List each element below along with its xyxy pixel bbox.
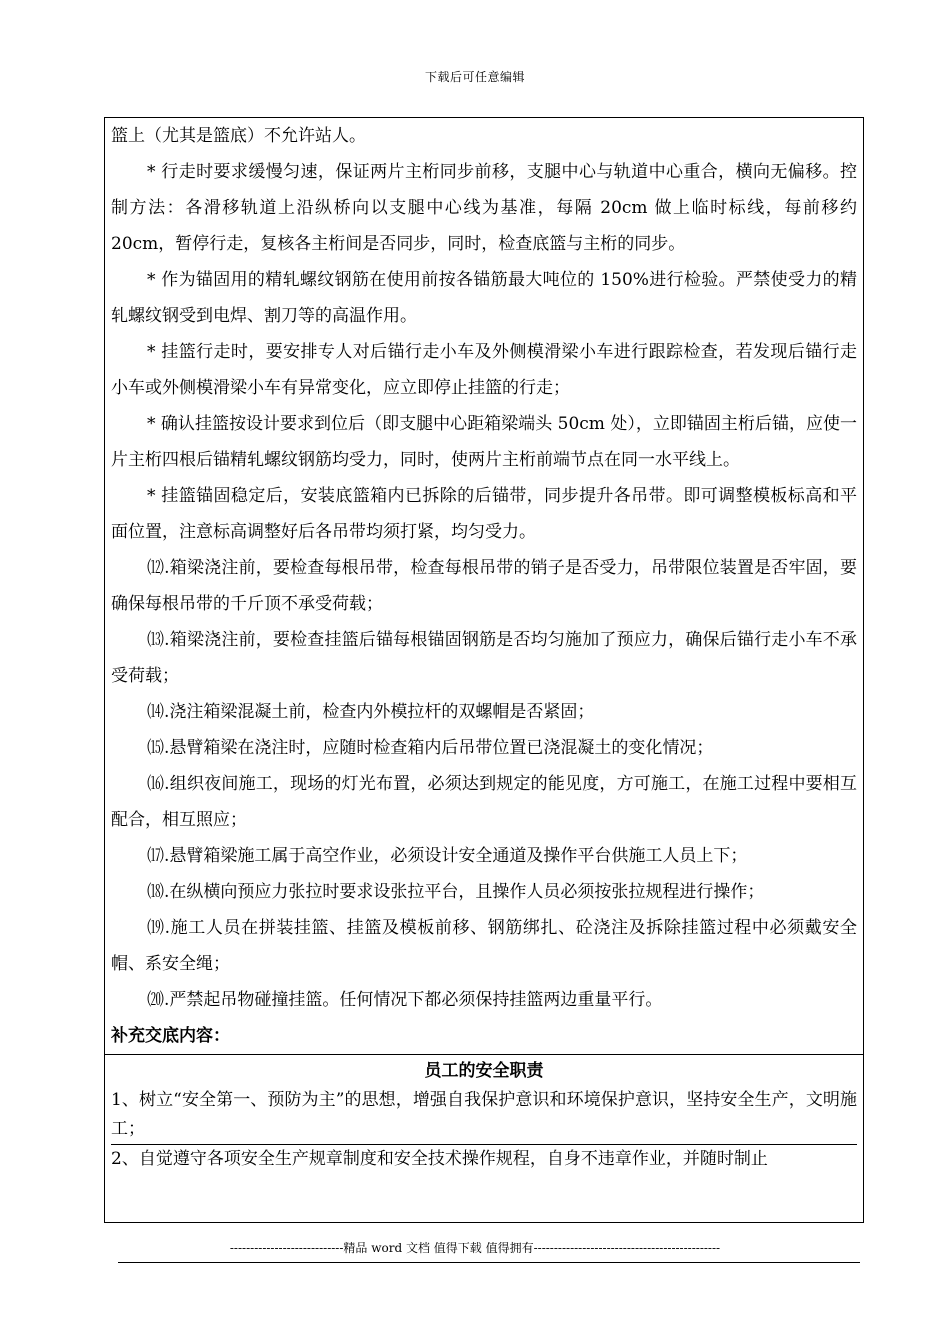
body-text [105, 118, 863, 1054]
duty-item: 1、树立“安全第一、预防为主”的思想，增强自我保护意识和环境保护意识，坚持安全生产，文明施工； [111, 1090, 857, 1139]
paragraph: ⑿.箱梁浇注前，要检查每根吊带，检查每根吊带的销子是否受力，吊带限位装置是否牢固，要确保每根吊带的千斤顶不承受荷载； [111, 558, 857, 614]
paragraph: ⒀.箱梁浇注前，要检查挂篮后锚每根锚固钢筋是否均匀施加了预应力，确保后锚行走小车不承受荷载； [111, 630, 857, 686]
paragraph: 篮上（尤其是篮底）不允许站人。 [111, 126, 366, 146]
paragraph: * 挂篮锚固稳定后，安装底篮箱内已拆除的后锚带，同步提升各吊带。即可调整模板标高和平面位置，注意标高调整好后各吊带均须打紧，均匀受力。 [111, 486, 857, 542]
content-table [104, 117, 864, 1223]
page-footer: ----------------------------精品 word 文档 值得下载 值得拥有---------------------------------------------- [229, 1241, 721, 1255]
paragraph: ⒁.浇注箱梁混凝土前，检查内外模拉杆的双螺帽是否紧固； [147, 702, 595, 722]
paragraph: ⒅.在纵横向预应力张拉时要求设张拉平台，且操作人员必须按张拉规程进行操作； [147, 882, 765, 902]
paragraph: * 挂篮行走时，要安排专人对后锚行走小车及外侧模滑梁小车进行跟踪检查，若发现后锚行走小车或外侧模滑梁小车有异常变化，应立即停止挂篮的行走； [111, 342, 857, 398]
supplement-label: 补充交底内容： [111, 1026, 230, 1046]
duty-item: 2、自觉遵守各项安全生产规章制度和安全技术操作规程，自身不违章作业，并随时制止 [111, 1144, 857, 1174]
safety-duties-section [105, 1054, 863, 1174]
paragraph: ⒃.组织夜间施工，现场的灯光布置，必须达到规定的能见度，方可施工，在施工过程中要相互配合，相互照应； [111, 774, 857, 830]
paragraph: ⒆.施工人员在拼装挂篮、挂篮及模板前移、钢筋绑扎、砼浇注及拆除挂篮过程中必须戴安全帽、系安全绳； [111, 918, 857, 974]
paragraph: * 行走时要求缓慢匀速，保证两片主桁同步前移，支腿中心与轨道中心重合，横向无偏移。控制方法：各滑移轨道上沿纵桥向以支腿中心线为基准，每隔 20cm 做上临时标线，每前移约 20cm，暂停行走，复核各主桁间是否同步，同时，检查底篮与主桁的同步。 [111, 162, 857, 254]
section-title: 员工的安全职责 [424, 1061, 544, 1081]
paragraph: * 确认挂篮按设计要求到位后（即支腿中心距箱梁端头 50cm 处），立即锚固主桁后锚，应使一片主桁四根后锚精轧螺纹钢筋均受力，同时，使两片主桁前端节点在同一水平线上。 [111, 414, 857, 470]
footer-divider [118, 1262, 860, 1263]
paragraph: ⒇.严禁起吊物碰撞挂篮。任何情况下都必须保持挂篮两边重量平行。 [147, 990, 663, 1010]
page-header: 下载后可任意编辑 [424, 70, 525, 84]
paragraph: * 作为锚固用的精轧螺纹钢筋在使用前按各锚筋最大吨位的 150%进行检验。严禁使受力的精轧螺纹钢受到电焊、割刀等的高温作用。 [111, 270, 857, 326]
paragraph: ⒂.悬臂箱梁在浇注时，应随时检查箱内后吊带位置已浇混凝土的变化情况； [147, 738, 714, 758]
paragraph: ⒄.悬臂箱梁施工属于高空作业，必须设计安全通道及操作平台供施工人员上下； [147, 846, 748, 866]
